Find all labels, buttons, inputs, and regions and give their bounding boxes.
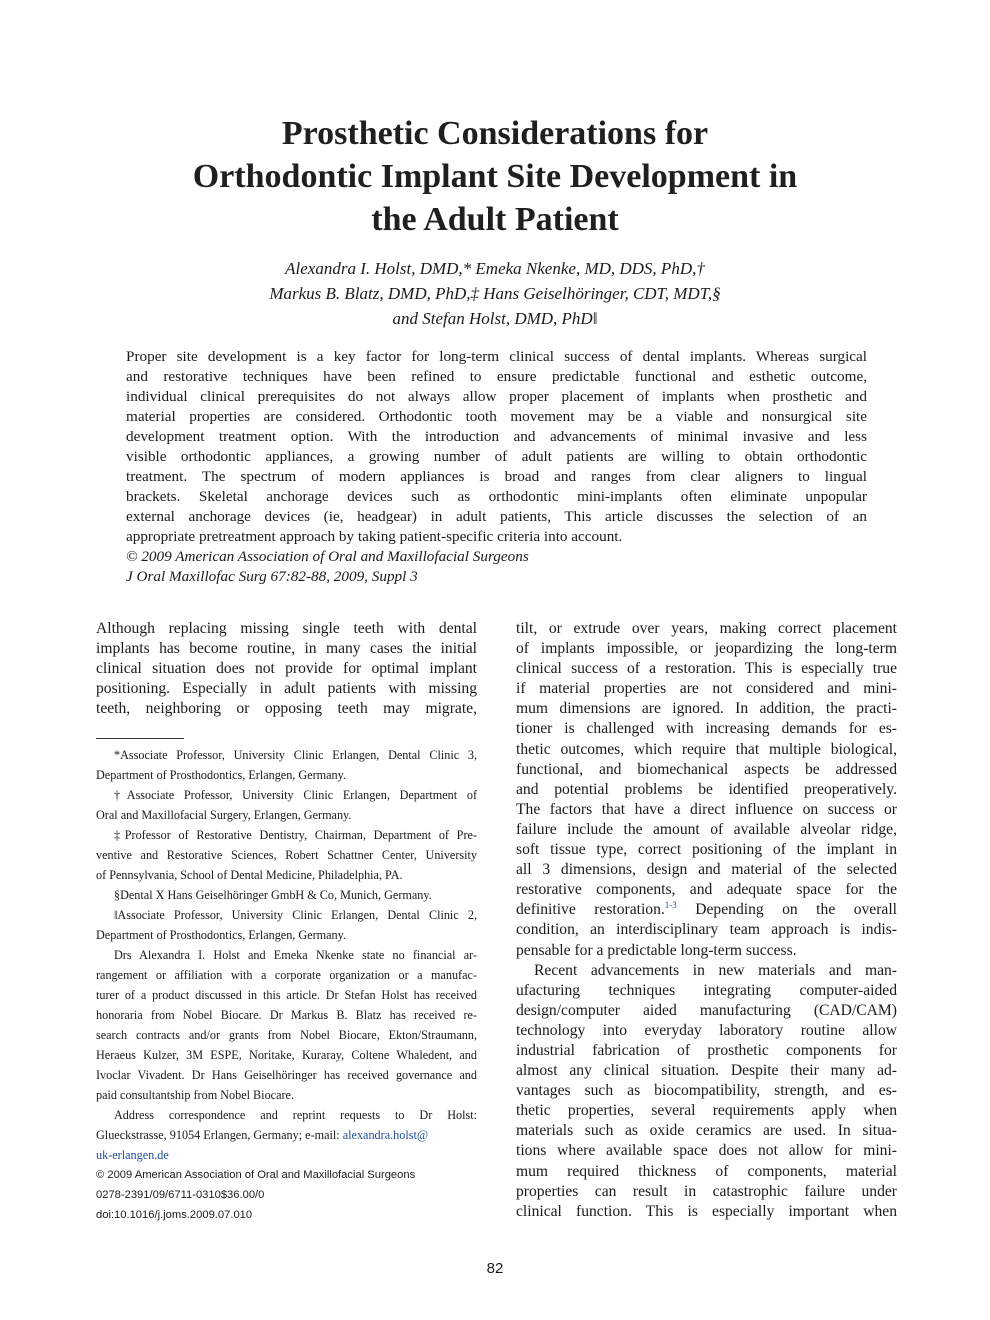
article-title [95, 112, 895, 241]
abstract [126, 347, 867, 587]
footnote-line: Department of Prosthodontics, Erlangen, Germany. [96, 928, 347, 942]
page-number: 82 [486, 1260, 504, 1277]
body-text: definitive restoration. [516, 901, 665, 919]
body-line: positioning. Especially in adult patients with missing [96, 680, 477, 698]
email-link[interactable]: alexandra.holst@ [342, 1128, 429, 1142]
body-line: clinical success of a restoration. This is especially true [516, 660, 897, 678]
body-line: all 3 dimensions, design and material of the selected [516, 861, 897, 879]
title-line: Prosthetic Considerations for [281, 115, 709, 152]
body-line: mum dimensions are ignored. In addition, the practi- [516, 700, 897, 718]
footnote-copyright: © 2009 American Association of Oral and Maxillofacial Surgeons [96, 1169, 416, 1181]
abstract-line: brackets. Skeletal anchorage devices such as orthodontic mini-implants often eliminate unpopular [126, 488, 867, 505]
body-line: teeth, neighboring or opposing teeth may migrate, [96, 700, 477, 718]
footnote-line: §Dental X Hans Geiselhöringer GmbH & Co, Munich, Germany. [114, 888, 432, 902]
footnote-line: ‡Professor of Restorative Dentistry, Chairman, Department of Pre- [114, 828, 477, 842]
issn: 0278-2391/09/6711-0310$36.00/0 [96, 1189, 265, 1201]
body-line: failure include the amount of available alveolar ridge, [516, 820, 897, 838]
reference-citation[interactable]: 1-3 [664, 900, 677, 911]
body-line: mum required thickness of components, material [516, 1162, 897, 1180]
body-line: of implants impossible, or jeopardizing the long-term [516, 640, 897, 658]
abstract-copyright: © 2009 American Association of Oral and Maxillofacial Surgeons [126, 548, 529, 565]
body-line: clinical function. This is especially important when [516, 1202, 897, 1220]
abstract-line: appropriate pretreatment approach by taking patient-specific criteria into account. [126, 528, 623, 545]
body-line: tilt, or extrude over years, making correct placement [516, 620, 897, 637]
abstract-line: material properties are considered. Orthodontic tooth movement may be a viable and nonsurgical site [126, 408, 867, 425]
journal-citation: J Oral Maxillofac Surg 67:82-88, 2009, Suppl 3 [126, 568, 418, 585]
footnote-line: ventive and Restorative Sciences, Robert Schattner Center, University [96, 848, 477, 862]
body-line: tions where available space does not allow for mini- [516, 1142, 897, 1160]
body-line: materials such as oxide ceramics are used. In situa- [516, 1122, 897, 1140]
doi: doi:10.1016/j.joms.2009.07.010 [96, 1209, 253, 1221]
author-list [120, 256, 870, 331]
body-line: Recent advancements in new materials and man- [534, 961, 897, 979]
body-line: restorative components, and adequate space for the [516, 881, 897, 899]
body-text: Depending on the overall [676, 901, 897, 919]
body-line: technology into everyday laboratory routine allow [516, 1021, 897, 1039]
footnotes [96, 745, 477, 1225]
right-column-body [516, 619, 897, 1222]
author-line: Alexandra I. Holst, DMD,* Emeka Nkenke, MD, DDS, PhD,† [285, 259, 705, 278]
body-line: condition, an interdisciplinary team approach is indis- [516, 921, 897, 939]
body-line: properties can result in catastrophic failure under [516, 1182, 897, 1200]
body-line: pensable for a predictable long-term success. [516, 941, 797, 959]
footnote-line: Heraeus Kulzer, 3M ESPE, Noritake, Kuraray, Coltene Whaledent, and [96, 1048, 477, 1062]
author-line: Markus B. Blatz, DMD, PhD,‡ Hans Geiselhöringer, CDT, MDT,§ [269, 284, 721, 303]
footnote-line: rangement or affiliation with a corporate organization or a manufac- [96, 968, 477, 982]
abstract-line: external anchorage devices (ie, headgear) in adult patients, This article discusses the selection of an [126, 508, 867, 525]
body-line: design/computer aided manufacturing (CAD/CAM) [516, 1001, 897, 1019]
body-line: if material properties are not considered and mini- [516, 680, 897, 698]
footnote-line: Address correspondence and reprint requests to Dr Holst: [114, 1108, 477, 1122]
abstract-line: development treatment option. With the introduction and advancements of minimal invasive and less [126, 428, 867, 445]
footnote-line: paid consultantship from Nobel Biocare. [96, 1088, 294, 1102]
body-line: soft tissue type, correct positioning of the implant in [516, 841, 897, 859]
title-line: the Adult Patient [371, 201, 619, 238]
body-line: ufacturing techniques integrating computer-aided [516, 981, 897, 999]
abstract-line: Proper site development is a key factor for long-term clinical success of dental implants. Whereas surgical [126, 348, 867, 365]
footnote-line: Oral and Maxillofacial Surgery, Erlangen, Germany. [96, 808, 352, 822]
body-line: and potential problems be identified preoperatively. [516, 780, 897, 798]
body-line: tioner is challenged with increasing demands for es- [516, 720, 897, 738]
left-column-body [96, 619, 477, 719]
footnote-line: *Associate Professor, University Clinic Erlangen, Dental Clinic 3, [114, 748, 477, 762]
footnote-line: Department of Prosthodontics, Erlangen, Germany. [96, 768, 347, 782]
body-line-with-reference [516, 900, 897, 920]
abstract-line: and restorative techniques have been refined to ensure predictable functional and esthetic outcome, [126, 368, 867, 385]
body-line: vantages such as biocompatibility, strength, and es- [516, 1082, 897, 1100]
body-line: Although replacing missing single teeth with dental [96, 620, 477, 637]
footnote-line [96, 1125, 477, 1145]
footnote-line: ‖Associate Professor, University Clinic Erlangen, Dental Clinic 2, [114, 908, 477, 922]
body-line: almost any clinical situation. Despite their many ad- [516, 1062, 897, 1080]
abstract-line: treatment. The spectrum of modern appliances is broad and ranges from clear aligners to lingual [126, 468, 867, 485]
body-line: thetic properties, several requirements apply when [516, 1102, 897, 1120]
footnote-line: Drs Alexandra I. Holst and Emeka Nkenke state no financial ar- [114, 948, 477, 962]
author-line: and Stefan Holst, DMD, PhD‖ [392, 309, 598, 328]
body-line: thetic outcomes, which require that multiple biological, [516, 740, 897, 758]
email-link-continued[interactable]: uk-erlangen.de [96, 1148, 169, 1162]
abstract-line: visible orthodontic appliances, a growing number of adult patients are willing to obtain orthodontic [126, 448, 867, 465]
footnote-line: †Associate Professor, University Clinic Erlangen, Department of [114, 788, 477, 802]
footnote-line: Ivoclar Vivadent. Dr Hans Geiselhöringer has received governance and [96, 1068, 477, 1082]
footnote-line: of Pennsylvania, School of Dental Medicine, Philadelphia, PA. [96, 868, 403, 882]
body-line: industrial fabrication of prosthetic components for [516, 1041, 897, 1059]
abstract-line: individual clinical prerequisites do not always allow proper placement of implants when prosthetic and [126, 388, 867, 405]
footnote-line: honoraria from Nobel Biocare. Dr Markus B. Blatz has received re- [96, 1008, 477, 1022]
footnote-line: turer of a product discussed in this article. Dr Stefan Holst has received [96, 988, 477, 1002]
footnote-divider [96, 738, 184, 739]
address-text: Glueckstrasse, 91054 Erlangen, Germany; e-mail: [96, 1128, 343, 1142]
body-line: The factors that have a direct influence on success or [516, 800, 897, 818]
title-line: Orthodontic Implant Site Development in [192, 158, 798, 195]
body-line: clinical situation does not provide for optimal implant [96, 660, 477, 678]
body-line: functional, and biomechanical aspects be addressed [516, 760, 897, 778]
footnote-line: search contracts and/or grants from Nobel Biocare, Ekton/Straumann, [96, 1028, 477, 1042]
body-line: implants has become routine, in many cases the initial [96, 640, 477, 658]
